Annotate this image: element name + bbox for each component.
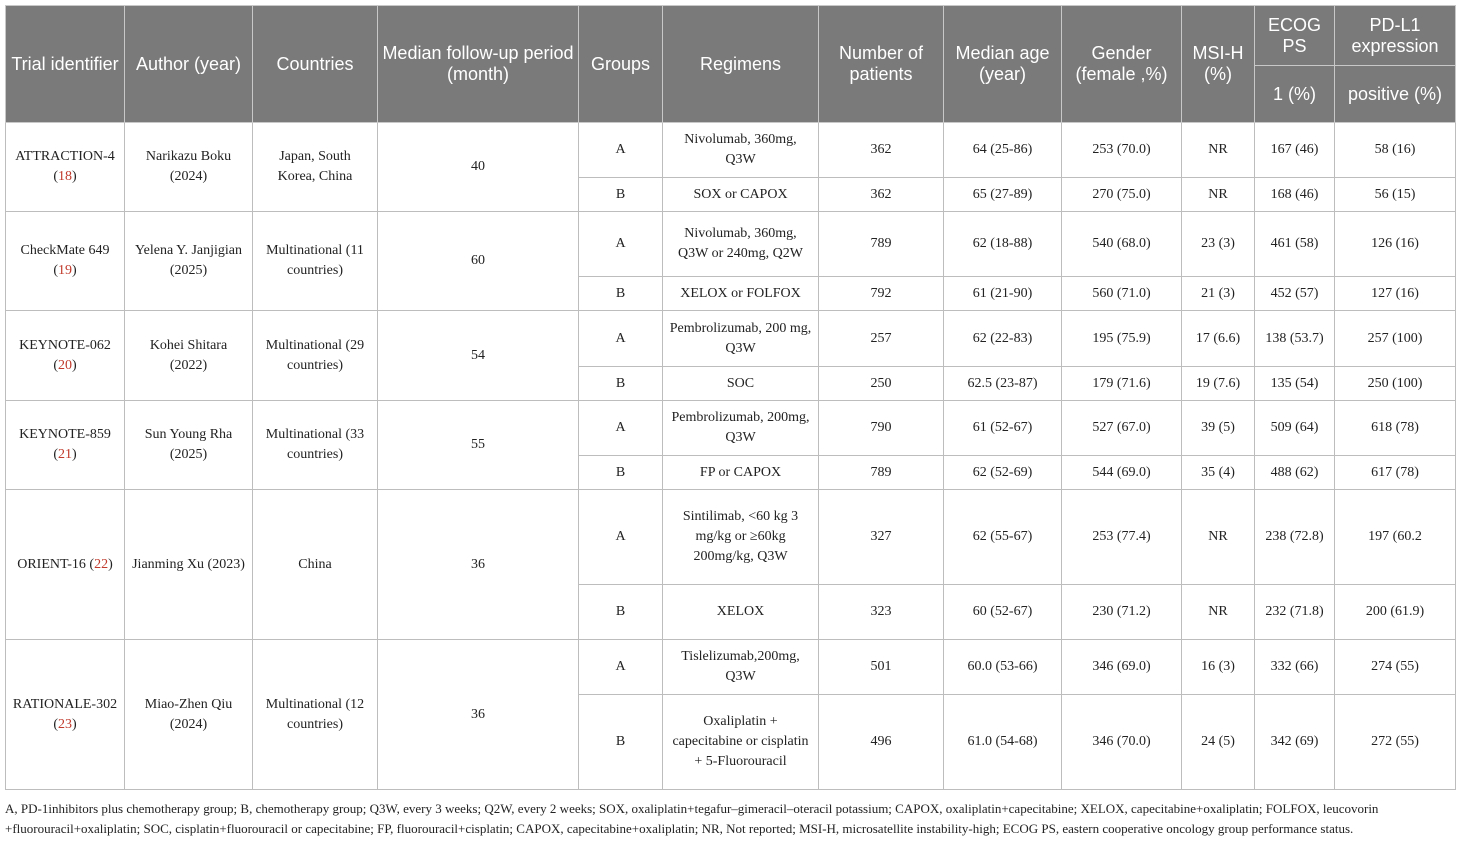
reference-link[interactable]: 19 [58, 263, 72, 278]
countries-cell: Multinational (29 countries) [253, 311, 378, 401]
regimen-cell: SOC [663, 367, 819, 401]
trial-name: ORIENT-16 ( [17, 556, 95, 572]
patients-cell: 496 [819, 695, 944, 790]
ecog-cell: 232 (71.8) [1255, 585, 1335, 640]
trial-identifier-cell [6, 311, 125, 401]
msi-h-cell: NR [1182, 585, 1255, 640]
gender-cell: 527 (67.0) [1062, 401, 1182, 456]
header-ecog-1-percent: 1 (%) [1255, 66, 1335, 123]
countries-cell: Multinational (11 countries) [253, 212, 378, 311]
pd-l1-cell: 617 (78) [1335, 456, 1456, 490]
ecog-cell: 332 (66) [1255, 640, 1335, 695]
author-cell: Miao-Zhen Qiu (2024) [125, 640, 253, 790]
age-cell: 62 (22-83) [944, 311, 1062, 367]
patients-cell: 250 [819, 367, 944, 401]
header-ecog-ps: ECOG PS [1255, 6, 1335, 66]
group-cell: A [579, 640, 663, 695]
header-author-year: Author (year) [125, 6, 253, 123]
gender-cell: 253 (70.0) [1062, 123, 1182, 178]
group-cell: A [579, 311, 663, 367]
msi-h-cell: NR [1182, 490, 1255, 585]
countries-cell: Multinational (12 countries) [253, 640, 378, 790]
ecog-cell: 488 (62) [1255, 456, 1335, 490]
follow-up-cell: 36 [378, 490, 579, 640]
group-cell: A [579, 212, 663, 277]
header-trial-identifier: Trial identifier [6, 6, 125, 123]
header-gender: Gender (female ,%) [1062, 6, 1182, 123]
table-body [6, 123, 1456, 790]
gender-cell: 346 (69.0) [1062, 640, 1182, 695]
msi-h-cell: 39 (5) [1182, 401, 1255, 456]
trial-name-close: ) [72, 447, 77, 462]
ecog-cell: 238 (72.8) [1255, 490, 1335, 585]
msi-h-cell: NR [1182, 178, 1255, 212]
patients-cell: 323 [819, 585, 944, 640]
age-cell: 60.0 (53-66) [944, 640, 1062, 695]
reference-link[interactable]: 20 [58, 357, 72, 373]
patients-cell: 362 [819, 178, 944, 212]
trial-identifier-cell [6, 640, 125, 790]
patients-cell: 792 [819, 277, 944, 311]
table-footnote: A, PD-1inhibitors plus chemotherapy group; B, chemotherapy group; Q3W, every 3 weeks; Q2W, every 2 weeks; SOX, oxaliplatin+tegafur–gimeracil–oteracil potassium; CAPOX, oxaliplatin+capecitabine; XELOX, capecitabine+oxaliplatin; FOLFOX, leucovorin +fluorouracil+oxaliplatin; SOC, cisplatin+fluorouracil or capecitabine; FP, fluorouracil+cisplatin; CAPOX, capecitabine+oxaliplatin; NR, Not reported; MSI-H, microsatellite instability-high; ECOG PS, eastern cooperative oncology group performance status. [5, 801, 1379, 836]
patients-cell: 790 [819, 401, 944, 456]
follow-up-cell: 54 [378, 311, 579, 401]
regimen-cell: XELOX or FOLFOX [663, 277, 819, 311]
header-median-follow-up: Median follow-up period (month) [378, 6, 579, 123]
table-header [6, 6, 1456, 123]
gender-cell: 346 (70.0) [1062, 695, 1182, 790]
regimen-cell: Nivolumab, 360mg, Q3W [663, 123, 819, 178]
trial-name: RATIONALE-302 ( [12, 696, 118, 732]
group-cell: B [579, 456, 663, 490]
gender-cell: 270 (75.0) [1062, 178, 1182, 212]
gender-cell: 544 (69.0) [1062, 456, 1182, 490]
trial-name-close: ) [72, 716, 77, 732]
regimen-cell: SOX or CAPOX [663, 178, 819, 212]
header-regimens: Regimens [663, 6, 819, 123]
msi-h-cell: 17 (6.6) [1182, 311, 1255, 367]
header-number-of-patients: Number of patients [819, 6, 944, 123]
pd-l1-cell: 200 (61.9) [1335, 585, 1456, 640]
countries-cell: China [253, 490, 378, 640]
ecog-cell: 135 (54) [1255, 367, 1335, 401]
header-pd-l1-positive: positive (%) [1335, 66, 1456, 123]
msi-h-cell: 24 (5) [1182, 695, 1255, 790]
countries-cell: Japan, South Korea, China [253, 123, 378, 212]
group-cell: B [579, 367, 663, 401]
regimen-cell: Tislelizumab,200mg, Q3W [663, 640, 819, 695]
table-row [6, 311, 1456, 367]
age-cell: 60 (52-67) [944, 585, 1062, 640]
age-cell: 62 (52-69) [944, 456, 1062, 490]
ecog-cell: 452 (57) [1255, 277, 1335, 311]
group-cell: A [579, 490, 663, 585]
regimen-cell: Pembrolizumab, 200 mg, Q3W [663, 311, 819, 367]
trial-identifier-cell [6, 212, 125, 311]
table-row [6, 123, 1456, 178]
age-cell: 61.0 (54-68) [944, 695, 1062, 790]
patients-cell: 327 [819, 490, 944, 585]
author-cell: Yelena Y. Janjigian (2025) [125, 212, 253, 311]
regimen-cell: Pembrolizumab, 200mg, Q3W [663, 401, 819, 456]
header-median-age: Median age (year) [944, 6, 1062, 123]
countries-cell: Multinational (33 countries) [253, 401, 378, 490]
age-cell: 62.5 (23-87) [944, 367, 1062, 401]
msi-h-cell: 23 (3) [1182, 212, 1255, 277]
table-row [6, 212, 1456, 277]
ecog-cell: 461 (58) [1255, 212, 1335, 277]
age-cell: 61 (52-67) [944, 401, 1062, 456]
group-cell: B [579, 178, 663, 212]
ecog-cell: 168 (46) [1255, 178, 1335, 212]
gender-cell: 195 (75.9) [1062, 311, 1182, 367]
reference-link[interactable]: 22 [94, 556, 109, 572]
gender-cell: 540 (68.0) [1062, 212, 1182, 277]
patients-cell: 362 [819, 123, 944, 178]
header-pd-l1-expression: PD-L1 expression [1335, 6, 1456, 66]
follow-up-cell: 55 [378, 401, 579, 490]
reference-link[interactable]: 18 [58, 169, 72, 184]
table-row [6, 490, 1456, 585]
group-cell: B [579, 277, 663, 311]
regimen-cell: XELOX [663, 585, 819, 640]
trial-name: ATTRACTION-4 ( [15, 149, 115, 184]
pd-l1-cell: 618 (78) [1335, 401, 1456, 456]
regimen-cell: Nivolumab, 360mg, Q3W or 240mg, Q2W [663, 212, 819, 277]
trial-name: CheckMate 649 ( [20, 243, 110, 278]
author-cell: Sun Young Rha (2025) [125, 401, 253, 490]
msi-h-cell: 19 (7.6) [1182, 367, 1255, 401]
group-cell: B [579, 695, 663, 790]
reference-link[interactable]: 23 [58, 716, 72, 732]
patients-cell: 501 [819, 640, 944, 695]
age-cell: 62 (55-67) [944, 490, 1062, 585]
patients-cell: 789 [819, 212, 944, 277]
pd-l1-cell: 274 (55) [1335, 640, 1456, 695]
age-cell: 62 (18-88) [944, 212, 1062, 277]
author-cell: Narikazu Boku (2024) [125, 123, 253, 212]
regimen-cell: FP or CAPOX [663, 456, 819, 490]
ecog-cell: 342 (69) [1255, 695, 1335, 790]
gender-cell: 560 (71.0) [1062, 277, 1182, 311]
follow-up-cell: 36 [378, 640, 579, 790]
gender-cell: 179 (71.6) [1062, 367, 1182, 401]
pd-l1-cell: 197 (60.2 [1335, 490, 1456, 585]
trial-name: KEYNOTE-859 ( [19, 427, 111, 462]
gender-cell: 253 (77.4) [1062, 490, 1182, 585]
follow-up-cell: 60 [378, 212, 579, 311]
pd-l1-cell: 126 (16) [1335, 212, 1456, 277]
msi-h-cell: 16 (3) [1182, 640, 1255, 695]
msi-h-cell: 21 (3) [1182, 277, 1255, 311]
group-cell: B [579, 585, 663, 640]
regimen-cell: Oxaliplatin + capecitabine or cisplatin + 5-Fluorouracil [663, 695, 819, 790]
group-cell: A [579, 123, 663, 178]
ecog-cell: 138 (53.7) [1255, 311, 1335, 367]
ecog-cell: 167 (46) [1255, 123, 1335, 178]
msi-h-cell: NR [1182, 123, 1255, 178]
gender-cell: 230 (71.2) [1062, 585, 1182, 640]
trial-name-close: ) [72, 169, 77, 184]
header-groups: Groups [579, 6, 663, 123]
patients-cell: 257 [819, 311, 944, 367]
pd-l1-cell: 272 (55) [1335, 695, 1456, 790]
pd-l1-cell: 257 (100) [1335, 311, 1456, 367]
pd-l1-cell: 250 (100) [1335, 367, 1456, 401]
regimen-cell: Sintilimab, <60 kg 3 mg/kg or ≥60kg 200mg/kg, Q3W [663, 490, 819, 585]
trial-name-close: ) [72, 357, 77, 373]
author-cell: Jianming Xu (2023) [125, 490, 253, 640]
trial-name: KEYNOTE-062 ( [19, 337, 111, 373]
msi-h-cell: 35 (4) [1182, 456, 1255, 490]
follow-up-cell: 40 [378, 123, 579, 212]
trial-identifier-cell [6, 490, 125, 640]
header-msi-h: MSI-H (%) [1182, 6, 1255, 123]
patients-cell: 789 [819, 456, 944, 490]
pd-l1-cell: 127 (16) [1335, 277, 1456, 311]
pd-l1-cell: 58 (16) [1335, 123, 1456, 178]
table-row [6, 401, 1456, 456]
trial-name-close: ) [72, 263, 77, 278]
table-row [6, 640, 1456, 695]
pd-l1-cell: 56 (15) [1335, 178, 1456, 212]
trial-identifier-cell [6, 401, 125, 490]
ecog-cell: 509 (64) [1255, 401, 1335, 456]
header-countries: Countries [253, 6, 378, 123]
trial-identifier-cell [6, 123, 125, 212]
reference-link[interactable]: 21 [58, 447, 72, 462]
age-cell: 64 (25-86) [944, 123, 1062, 178]
group-cell: A [579, 401, 663, 456]
trials-table [5, 5, 1456, 790]
age-cell: 65 (27-89) [944, 178, 1062, 212]
age-cell: 61 (21-90) [944, 277, 1062, 311]
author-cell: Kohei Shitara (2022) [125, 311, 253, 401]
trial-name-close: ) [108, 556, 113, 572]
